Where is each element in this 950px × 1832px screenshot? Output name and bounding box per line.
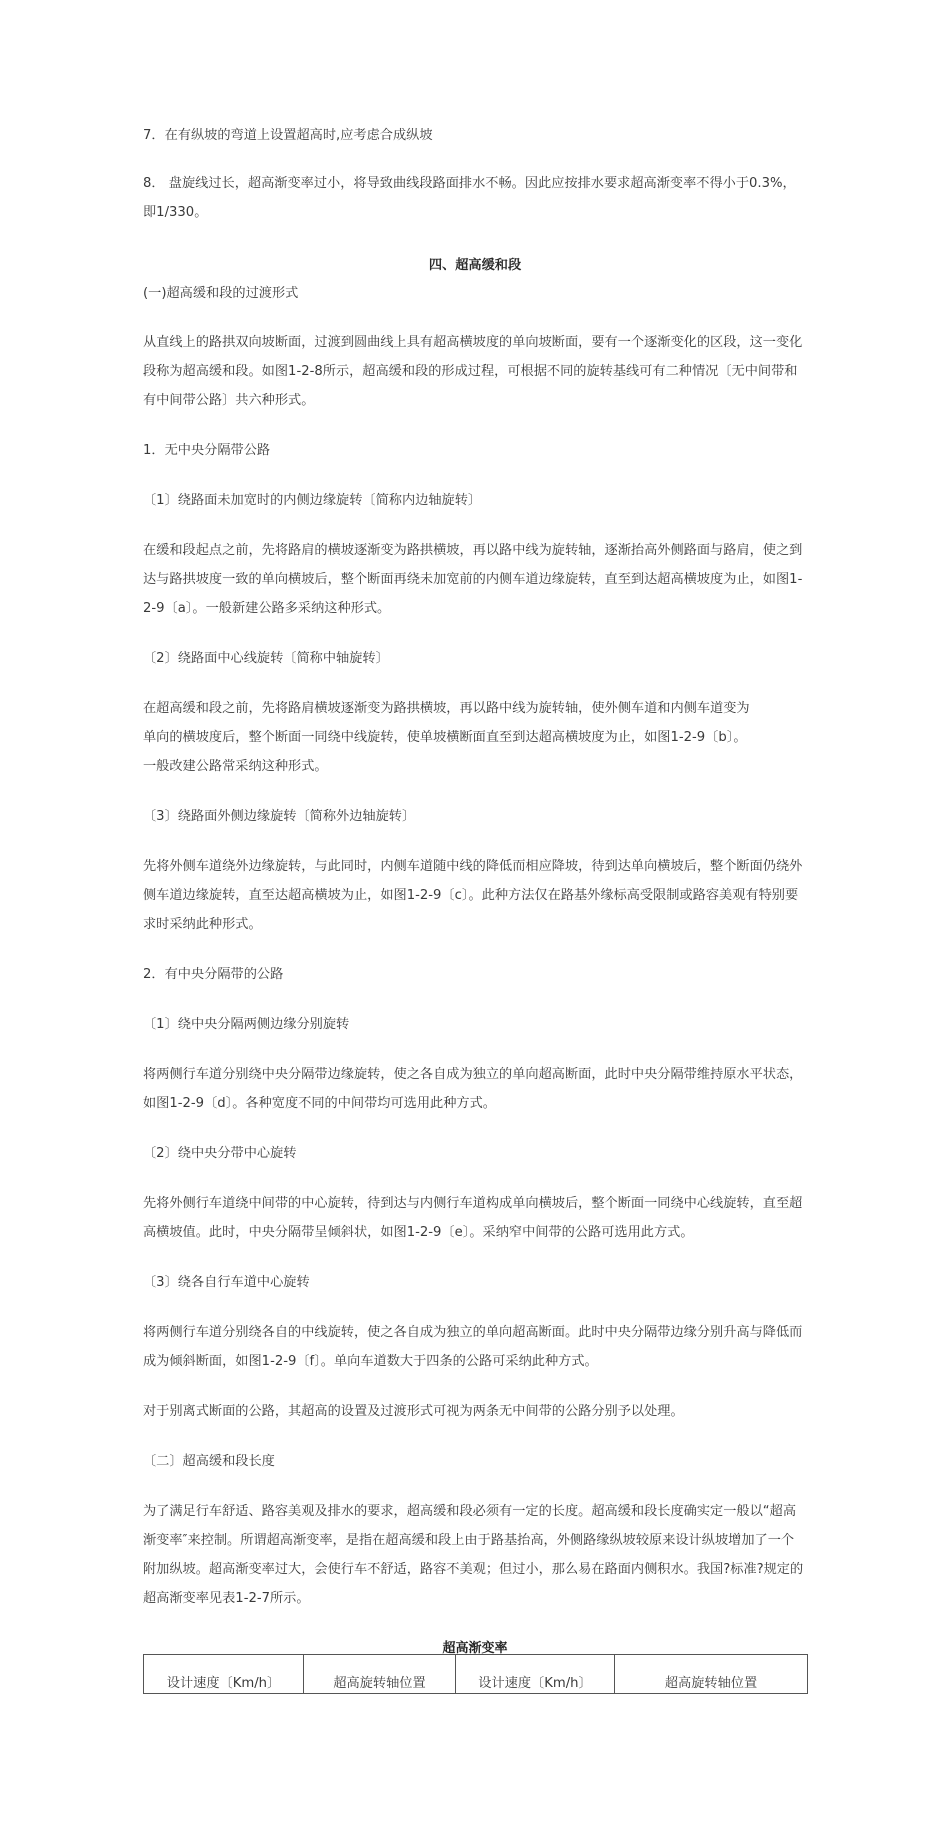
paragraph-outer-edge-rotation: 先将外侧车道绕外边缘旋转，与此同时，内侧车道随中线的降低而相应降坡，待到达单向横坡后，整个断面仍绕外侧车道边缘旋转，直至达超高横坡为止，如图1-2-9〔c〕。此种方法仅在路基外缘标高受限制或路容美观有特别要求时采纳此种形式。 xyxy=(143,859,803,932)
table-header-cell: 设计速度〔Km/h〕 xyxy=(456,1655,615,1694)
table-header-cell: 超高旋转轴位置 xyxy=(615,1655,808,1694)
paragraph-median-center-rotation: 先将外侧行车道绕中间带的中心旋转，待到达与内侧行车道构成单向横坡后，整个断面一同绕中心线旋转，直至超高横坡值。此时，中央分隔带呈倾斜状，如图1-2-9〔e〕。采纳窄中间带的公路可选用此方式。 xyxy=(143,1196,803,1240)
heading-median-center-rotation: 〔2〕绕中央分带中心旋转 xyxy=(143,1146,297,1161)
superelevation-rate-table xyxy=(143,1654,808,1694)
heading-lane-center-rotation: 〔3〕绕各自行车道中心旋转 xyxy=(143,1275,310,1290)
paragraph-inner-edge-rotation: 在缓和段起点之前，先将路肩的横坡逐渐变为路拱横坡，再以路中线为旋转轴，逐渐抬高外侧路面与路肩，使之到达与路拱坡度一致的单向横坡后，整个断面再绕未加宽前的内侧车道边缘旋转，直至到达超高横坡度为止，如图1-2-9〔a〕。一般新建公路多采纳这种形式。 xyxy=(143,543,803,616)
heading-median-edges-rotation: 〔1〕绕中央分隔两侧边缘分别旋转 xyxy=(143,1017,350,1032)
subsection-heading-2: 〔二〕超高缓和段长度 xyxy=(143,1454,275,1469)
table-header-cell: 超高旋转轴位置 xyxy=(304,1655,456,1694)
paragraph-median-edges-rotation: 将两侧行车道分别绕中央分隔带边缘旋转，使之各自成为独立的单向超高断面，此时中央分隔带维持原水平状态，如图1-2-9〔d〕。各种宽度不同的中间带均可选用此种方式。 xyxy=(143,1067,803,1111)
heading-outer-edge-rotation: 〔3〕绕路面外侧边缘旋转〔简称外边轴旋转〕 xyxy=(143,809,416,824)
heading-with-median: 2．有中央分隔带的公路 xyxy=(143,967,284,982)
table-caption: 超高渐变率 xyxy=(442,1641,508,1656)
table-header-cell: 设计速度〔Km/h〕 xyxy=(144,1655,304,1694)
paragraph-intro: 从直线上的路拱双向坡断面，过渡到圆曲线上具有超高横坡度的单向坡断面，要有一个逐渐变化的区段，这一变化段称为超高缓和段。如图1-2-8所示，超高缓和段的形成过程，可根据不同的旋转基线可有二种情况〔无中间带和有中间带公路〕共六种形式。 xyxy=(143,335,803,408)
table-header-row xyxy=(144,1655,808,1694)
paragraph-transition-length: 为了满足行车舒适、路容美观及排水的要求，超高缓和段必须有一定的长度。超高缓和段长度确实定一般以“超高渐变率″来控制。所谓超高渐变率，是指在超高缓和段上由于路基抬高，外侧路缘纵坡较原来设计纵坡增加了一个附加纵坡。超高渐变率过大，会使行车不舒适，路容不美观；但过小，那么易在路面内侧积水。我国?标准?规定的超高渐变率见表1-2-7所示。 xyxy=(143,1504,804,1606)
paragraph-separated-sections: 对于别离式断面的公路，其超高的设置及过渡形式可视为两条无中间带的公路分别予以处理。 xyxy=(143,1404,684,1419)
section-heading: 四、超高缓和段 xyxy=(428,258,522,273)
paragraph-7: 7．在有纵坡的弯道上设置超高时,应考虑合成纵坡 xyxy=(143,128,433,143)
heading-no-median: 1．无中央分隔带公路 xyxy=(143,443,271,458)
heading-centerline-rotation: 〔2〕绕路面中心线旋转〔简称中轴旋转〕 xyxy=(143,651,389,666)
heading-inner-edge-rotation: 〔1〕绕路面未加宽时的内侧边缘旋转〔简称内边轴旋转〕 xyxy=(143,493,482,508)
paragraph-lane-center-rotation: 将两侧行车道分别绕各自的中线旋转，使之各自成为独立的单向超高断面。此时中央分隔带边缘分别升高与降低而成为倾斜断面，如图1-2-9〔f〕。单向车道数大于四条的公路可采纳此种方式。 xyxy=(143,1325,803,1369)
paragraph-centerline-rotation: 在超高缓和段之前，先将路肩横坡逐渐变为路拱横坡，再以路中线为旋转轴，使外侧车道和内侧车道变为单向的横坡度后，整个断面一同绕中线旋转，使单坡横断面直至到达超高横坡度为止，如图1-2-9〔b〕。一般改建公路常采纳这种形式。 xyxy=(143,701,750,774)
paragraph-8: 8． 盘旋线过长，超高渐变率过小，将导致曲线段路面排水不畅。因此应按排水要求超高渐变率不得小于0.3%，即1/330。 xyxy=(143,176,796,220)
subsection-heading-1: (一)超高缓和段的过渡形式 xyxy=(143,286,299,301)
